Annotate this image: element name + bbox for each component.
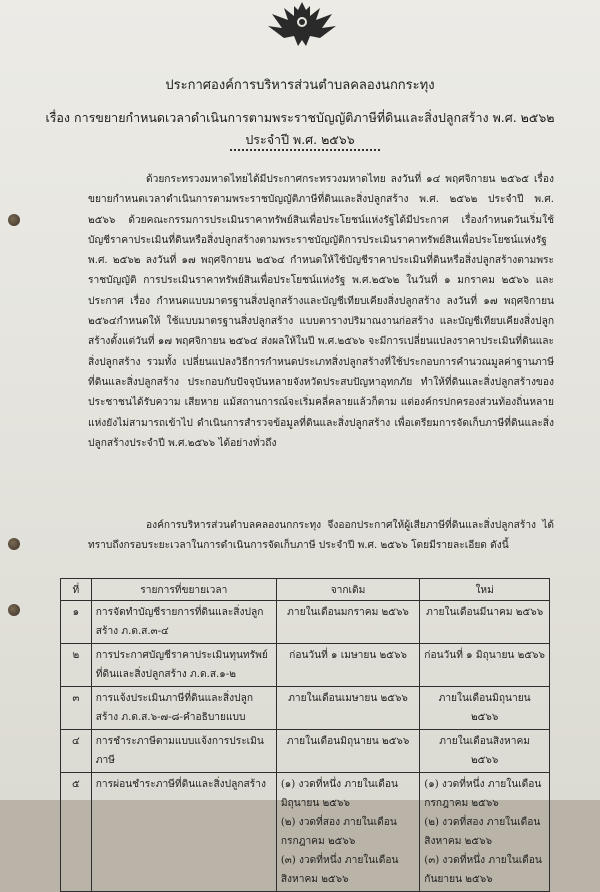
body-paragraph-1: ด้วยกระทรวงมหาดไทยได้มีประกาศกระทรวงมหาดไทย ลงวันที่ ๑๔ พฤศจิกายน ๒๕๖๕ เรื่อง ขยายกำหนดเวลาดำเนินการตามพระราชบัญญัติภาษีที่ดินและสิ่งปลูกสร้าง พ.ศ. ๒๕๖๒ ประจำปี พ.ศ. ๒๕๖๖ ด้วยคณะกรรมการประเมินราคาทรัพย์สินเพื่อประโยชน์แห่งรัฐได้มีประกาศ เรื่องกำหนดวันเริ่มใช้ บัญชีราคาประเมินที่ดินหรือสิ่งปลูกสร้างตามพระราชบัญญัติการประเมินราคาทรัพย์สินเพื่อประโยชน์แห่งรัฐ พ.ศ. ๒๕๖๒ ลงวันที่ ๑๗ พฤศจิกายน ๒๕๖๔ กำหนดให้ใช้บัญชีราคาประเมินที่ดินหรือสิ่งปลูกสร้างตามพระราชบัญญัติ การประเมินราคาทรัพย์สินเพื่อประโยชน์แห่งรัฐ พ.ศ.๒๕๖๒ ในวันที่ ๑ มกราคม ๒๕๖๖ และประกาศ เรื่อง กำหนดแบบมาตรฐานสิ่งปลูกสร้างและบัญชีเทียบเคียงสิ่งปลูกสร้าง ลงวันที่ ๑๗ พฤศจิกายน ๒๕๖๔กำหนดให้ ใช้แบบมาตรฐานสิ่งปลูกสร้าง แบบตารางปริมาณงานก่อสร้าง และบัญชีเทียบเคียงสิ่งปลูกสร้างตั้งแต่วันที่ ๑๗ พฤศจิกายน ๒๕๖๔ ส่งผลให้ในปี พ.ศ.๒๕๖๖ จะมีการเปลี่ยนแปลงราคาประเมินที่ดินและสิ่งปลูกสร้าง รวมทั้ง เปลี่ยนแปลงวิธีการกำหนดประเภทสิ่งปลูกสร้างที่ใช้ประกอบการคำนวณมูลค่าฐานภาษีที่ดินและสิ่งปลูกสร้าง ประกอบกับปัจจุบันหลายจังหวัดประสบปัญหาอุทกภัย ทำให้ที่ดินและสิ่งปลูกสร้างของประชาชนได้รับความ เสียหาย แม้สถานการณ์จะเริ่มคลี่คลายแล้วก็ตาม แต่องค์กรปกครองส่วนท้องถิ่นหลายแห่งยังไม่สามารถเข้าไป ดำเนินการสำรวจข้อมูลที่ดินและสิ่งปลูกสร้าง เพื่อเตรียมการจัดเก็บภาษีที่ดินและสิ่งปลูกสร้างประจำปี พ.ศ.๒๕๖๖ ได้อย่างทั่วถึง	[88, 174, 554, 449]
cell-line: (๓) งวดที่หนึ่ง ภายในเดือน	[424, 855, 542, 866]
cell-line: การแจ้งประเมินภาษีที่ดินและสิ่งปลูก	[95, 693, 253, 704]
garuda-emblem	[264, 0, 340, 50]
cell-line: ภายในเดือนสิงหาคม ๒๕๖๖	[439, 736, 530, 766]
punch-hole	[8, 214, 20, 226]
row-item	[91, 730, 276, 773]
dotted-divider	[230, 149, 380, 151]
row-original	[276, 730, 419, 773]
cell-line: (๒) งวดที่สอง ภายในเดือน	[280, 817, 397, 828]
cell-line: มิถุนายน ๒๕๖๖	[280, 798, 350, 809]
year-title: ประจำปี พ.ศ. ๒๕๖๖	[245, 132, 355, 147]
row-new	[420, 644, 550, 687]
cell-line: กรกฎาคม ๒๕๖๖	[280, 836, 356, 847]
cell-line: สร้าง ภ.ด.ส.๓-๔	[95, 626, 169, 637]
row-item	[91, 601, 276, 644]
cell-line: ก่อนวันที่ ๑ เมษายน ๒๕๖๖	[289, 650, 407, 661]
row-original	[276, 687, 419, 730]
table-header-row	[61, 579, 550, 601]
cell-line: การผ่อนชำระภาษีที่ดินและสิ่งปลูกสร้าง	[95, 779, 266, 790]
cell-line: สร้าง ภ.ด.ส.๖-๗-๘-คำอธิบายแบบ	[95, 712, 246, 723]
cell-line: ที่ดินและสิ่งปลูกสร้าง ภ.ด.ส.๑-๒	[95, 669, 236, 680]
row-original	[276, 644, 419, 687]
punch-hole	[8, 538, 20, 550]
row-new	[420, 687, 550, 730]
row-item	[91, 687, 276, 730]
cell-line: (๑) งวดที่หนึ่ง ภายในเดือน	[280, 779, 398, 790]
cell-line: กันยายน ๒๕๖๖	[424, 874, 493, 885]
cell-line: ภายในเดือนมิถุนายน ๒๕๖๖	[286, 736, 410, 747]
cell-line: การประกาศบัญชีราคาประเมินทุนทรัพย์	[95, 650, 268, 661]
cell-line: ภายในเดือนมกราคม ๒๕๖๖	[287, 607, 409, 618]
cell-line: การจัดทำบัญชีรายการที่ดินและสิ่งปลูก	[95, 607, 264, 618]
org-title: ประกาศองค์การบริหารส่วนตำบลคลองนกกระทุง	[165, 78, 435, 93]
cell-line: (๒) งวดที่สอง ภายในเดือน	[424, 817, 541, 828]
row-original	[276, 601, 419, 644]
cell-line: ก่อนวันที่ ๑ มิถุนายน ๒๕๖๖	[424, 650, 545, 661]
row-item	[91, 644, 276, 687]
table-row	[61, 644, 550, 687]
header-original: จากเดิม	[276, 579, 419, 601]
cell-line: ภายในเดือนเมษายน ๒๕๖๖	[288, 693, 408, 704]
schedule-table	[60, 578, 550, 892]
table-row	[61, 601, 550, 644]
cell-line: (๓) งวดที่หนึ่ง ภายในเดือน	[280, 855, 399, 866]
cell-line: ภายในเดือนมีนาคม ๒๕๖๖	[426, 607, 544, 618]
cell-line: สิงหาคม ๒๕๖๖	[280, 874, 349, 885]
cell-line: สิงหาคม ๒๕๖๖	[424, 836, 493, 847]
header-new: ใหม่	[420, 579, 550, 601]
table-row	[61, 687, 550, 730]
cell-line: (๑) งวดที่หนึ่ง ภายในเดือน	[424, 779, 542, 790]
row-number: ๔	[61, 730, 92, 773]
row-new	[420, 601, 550, 644]
table-row	[61, 773, 550, 892]
punch-hole	[8, 604, 20, 616]
row-new	[420, 730, 550, 773]
row-number: ๑	[61, 601, 92, 644]
body-paragraph-2: องค์การบริหารส่วนตำบลคลองนกกระทุง จึงออกประกาศให้ผู้เสียภาษีที่ดินและสิ่งปลูกสร้าง ได้ทราบถึงกรอบระยะเวลาในการดำเนินการจัดเก็บภาษี ประจำปี พ.ศ. ๒๕๖๖ โดยมีรายละเอียด ดังนี้	[88, 520, 554, 552]
table-row	[61, 730, 550, 773]
subject-title: เรื่อง การขยายกำหนดเวลาดำเนินการตามพระราชบัญญัติภาษีที่ดินและสิ่งปลูกสร้าง พ.ศ. ๒๕๖๒	[45, 110, 555, 125]
cell-line: ภายในเดือนมิถุนายน ๒๕๖๖	[438, 693, 531, 723]
row-new	[420, 773, 550, 892]
cell-line: ภาษี	[95, 755, 115, 766]
header-no: ที่	[61, 579, 92, 601]
row-number: ๓	[61, 687, 92, 730]
row-item	[91, 773, 276, 892]
row-original	[276, 773, 419, 892]
row-number: ๕	[61, 773, 92, 892]
header-item: รายการที่ขยายเวลา	[91, 579, 276, 601]
cell-line: กรกฎาคม ๒๕๖๖	[424, 798, 499, 809]
cell-line: การชำระภาษีตามแบบแจ้งการประเมิน	[95, 736, 264, 747]
row-number: ๒	[61, 644, 92, 687]
